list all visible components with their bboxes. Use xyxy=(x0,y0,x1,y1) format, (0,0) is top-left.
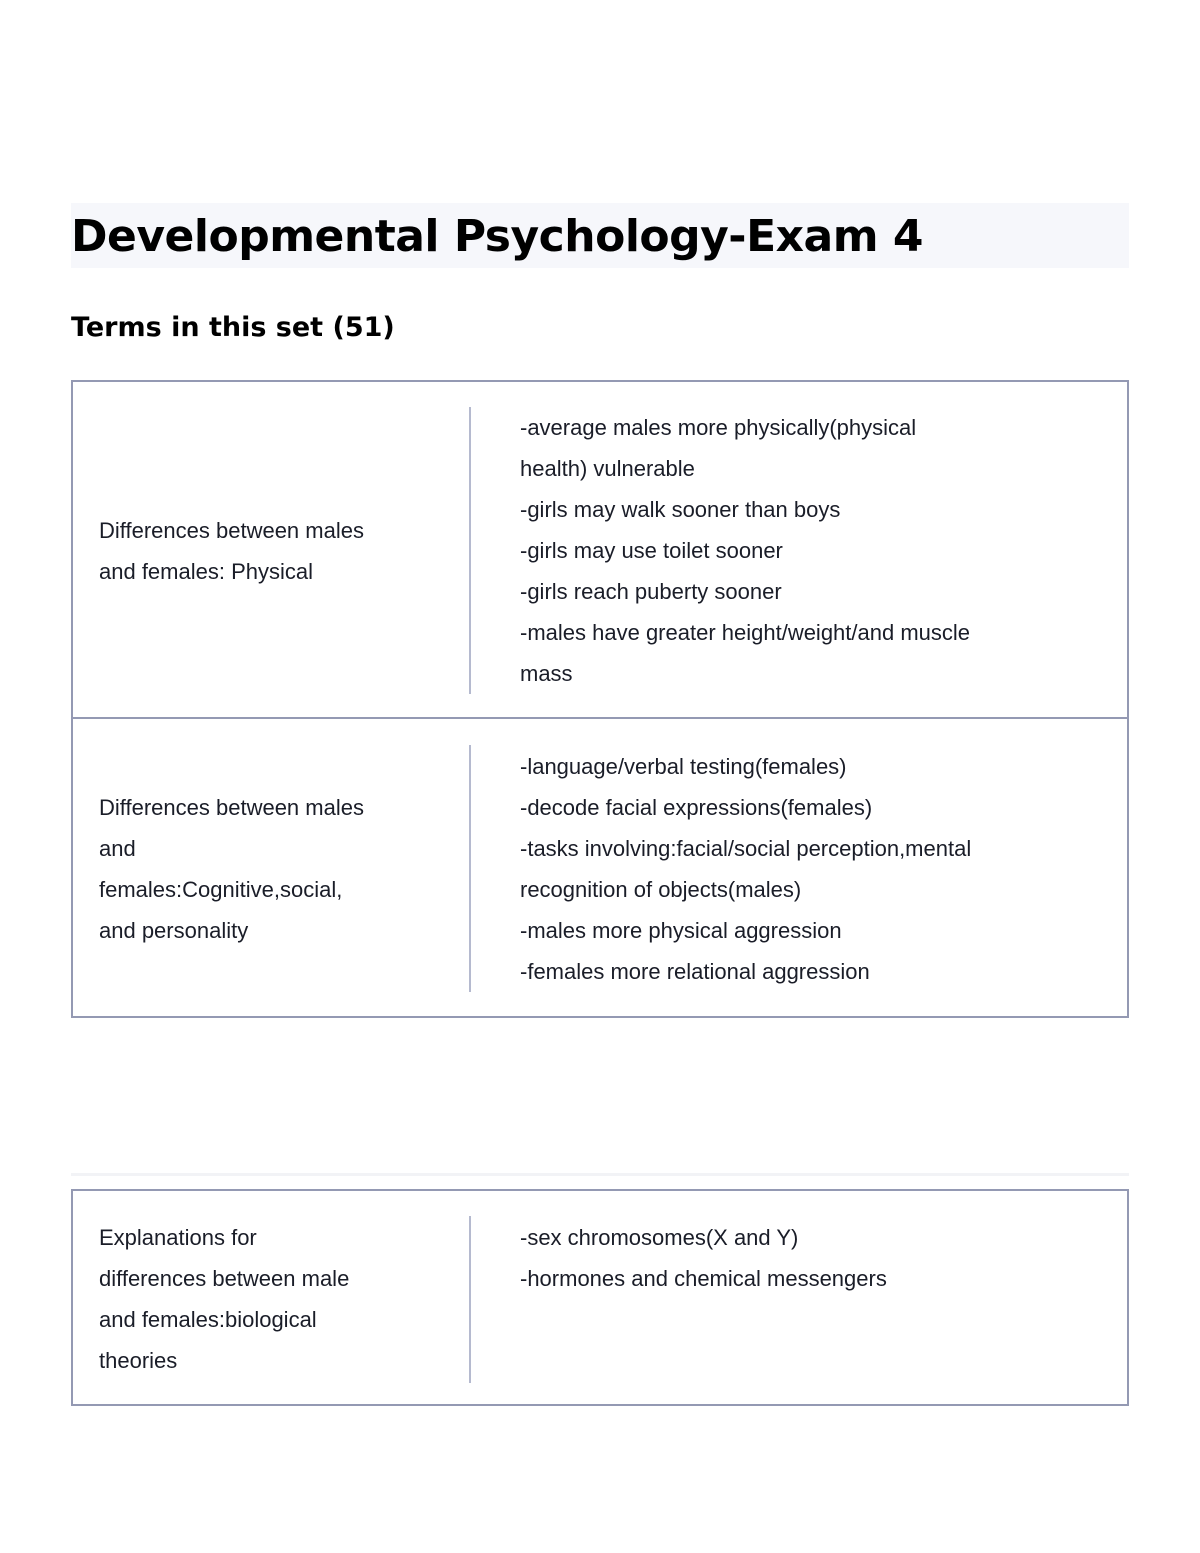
card-divider xyxy=(469,407,471,694)
definition-line: -decode facial expressions(females) xyxy=(520,795,873,820)
term-line: and females: Physical xyxy=(99,559,313,584)
definition-line: -tasks involving:facial/social perception,mental xyxy=(520,836,972,861)
card-term xyxy=(99,787,419,951)
definition-line: -sex chromosomes(X and Y) xyxy=(520,1225,799,1250)
flashcard-1[interactable] xyxy=(71,380,1129,720)
card-divider xyxy=(469,1216,471,1383)
card-definition xyxy=(520,1217,1080,1299)
term-line: and females:biological xyxy=(99,1307,317,1332)
term-line: differences between male xyxy=(99,1266,350,1291)
card-divider xyxy=(469,745,471,992)
page-separator xyxy=(71,1173,1129,1176)
definition-line: -girls reach puberty sooner xyxy=(520,579,782,604)
card-term xyxy=(99,1217,419,1381)
flashcard-2[interactable] xyxy=(71,717,1129,1018)
card-term xyxy=(99,510,419,592)
definition-line: -males more physical aggression xyxy=(520,918,842,943)
definition-line: -hormones and chemical messengers xyxy=(520,1266,887,1291)
term-line: and xyxy=(99,836,136,861)
term-line: females:Cognitive,social, xyxy=(99,877,343,902)
term-line: Differences between males xyxy=(99,795,364,820)
term-line: Differences between males xyxy=(99,518,364,543)
term-line: theories xyxy=(99,1348,178,1373)
definition-line: -girls may use toilet sooner xyxy=(520,538,783,563)
definition-line: -males have greater height/weight/and muscle xyxy=(520,620,971,645)
definition-line: -girls may walk sooner than boys xyxy=(520,497,841,522)
card-definition xyxy=(520,746,1080,992)
definition-line: -average males more physically(physical xyxy=(520,415,917,440)
definition-line: -females more relational aggression xyxy=(520,959,870,984)
definition-line: health) vulnerable xyxy=(520,456,695,481)
card-definition xyxy=(520,407,1080,694)
terms-count-heading: Terms in this set (51) xyxy=(71,312,395,343)
definition-line: mass xyxy=(520,661,573,686)
definition-line: -language/verbal testing(females) xyxy=(520,754,847,779)
page-title: Developmental Psychology-Exam 4 xyxy=(71,211,923,262)
term-line: Explanations for xyxy=(99,1225,257,1250)
definition-line: recognition of objects(males) xyxy=(520,877,802,902)
term-line: and personality xyxy=(99,918,249,943)
flashcard-3[interactable] xyxy=(71,1189,1129,1406)
